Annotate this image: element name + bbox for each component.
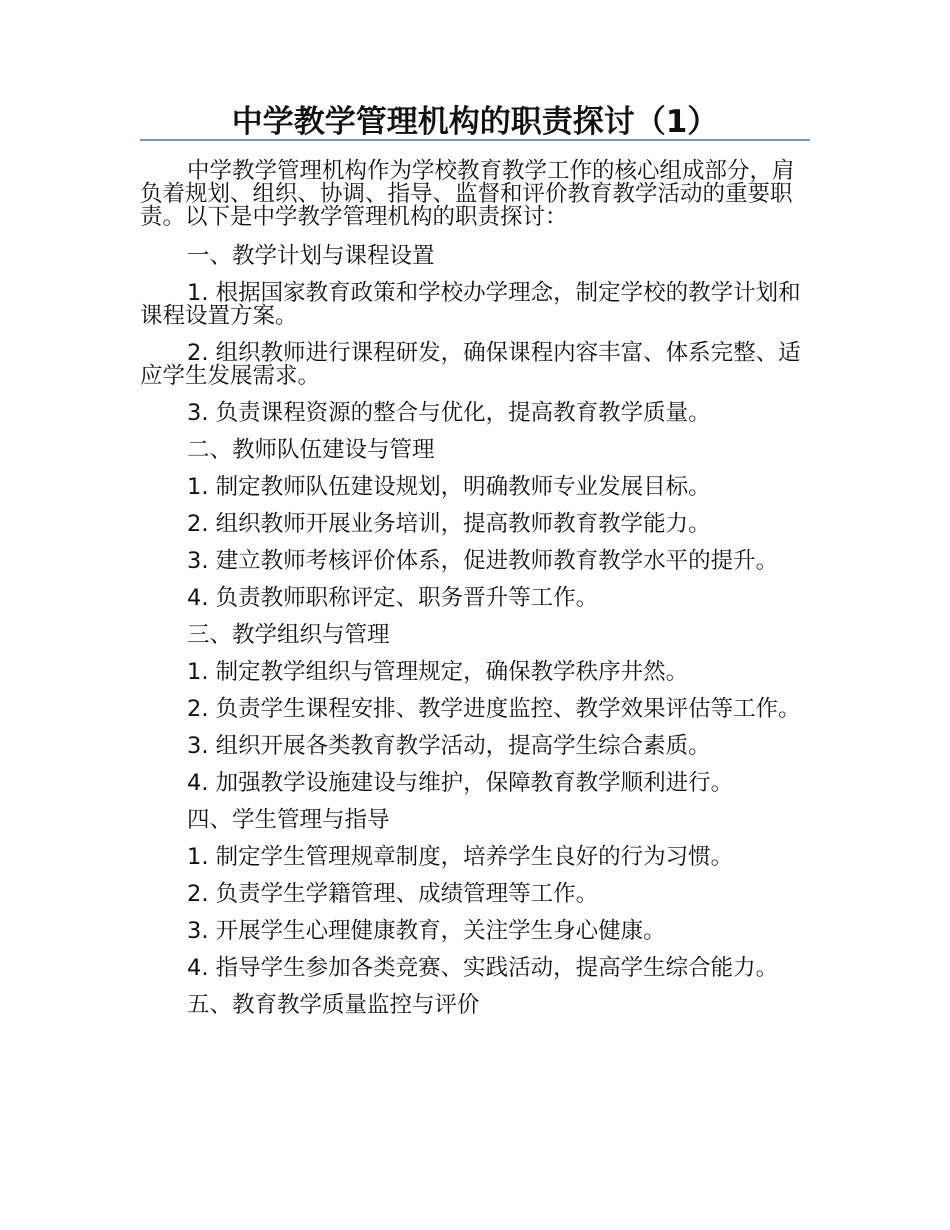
- list-item: 1. 制定教学组织与管理规定，确保教学秩序井然。: [187, 659, 689, 685]
- list-item: 2. 组织教师进行课程研发，确保课程内容丰富、体系完整、适应学生发展需求。: [140, 340, 801, 389]
- section-heading: 二、教师队伍建设与管理: [187, 437, 435, 463]
- list-item: 3. 负责课程资源的整合与优化，提高教育教学质量。: [187, 400, 711, 426]
- list-item: 4. 负责教师职称评定、职务晋升等工作。: [187, 585, 599, 611]
- list-item: 1. 根据国家教育政策和学校办学理念，制定学校的教学计划和课程设置方案。: [140, 280, 801, 329]
- list-item: 3. 组织开展各类教育教学活动，提高学生综合素质。: [187, 733, 711, 759]
- section-heading: 四、学生管理与指导: [187, 807, 390, 833]
- list-item: 1. 制定学生管理规章制度，培养学生良好的行为习惯。: [187, 844, 734, 870]
- section-heading: 五、教育教学质量监控与评价: [187, 992, 480, 1018]
- intro-paragraph: 中学教学管理机构作为学校教育教学工作的核心组成部分，肩负着规划、组织、协调、指导、监督和评价教育教学活动的重要职责。以下是中学教学管理机构的职责探讨：: [140, 158, 795, 230]
- section-heading: 一、教学计划与课程设置: [187, 243, 435, 269]
- list-item: 2. 负责学生课程安排、教学进度监控、教学效果评估等工作。: [187, 696, 801, 722]
- list-item: 3. 开展学生心理健康教育，关注学生身心健康。: [187, 918, 666, 944]
- list-item: 4. 加强教学设施建设与维护，保障教育教学顺利进行。: [187, 770, 734, 796]
- title-underline: [140, 139, 810, 141]
- list-item: 1. 制定教师队伍建设规划，明确教师专业发展目标。: [187, 474, 711, 500]
- list-item: 4. 指导学生参加各类竞赛、实践活动，提高学生综合能力。: [187, 955, 779, 981]
- list-item: 3. 建立教师考核评价体系，促进教师教育教学水平的提升。: [187, 548, 779, 574]
- section-heading: 三、教学组织与管理: [187, 622, 390, 648]
- list-item: 2. 组织教师开展业务培训，提高教师教育教学能力。: [187, 511, 711, 537]
- list-item: 2. 负责学生学籍管理、成绩管理等工作。: [187, 881, 599, 907]
- document-body: [140, 160, 810, 1031]
- document-title: 中学教学管理机构的职责探讨（1）: [231, 104, 719, 140]
